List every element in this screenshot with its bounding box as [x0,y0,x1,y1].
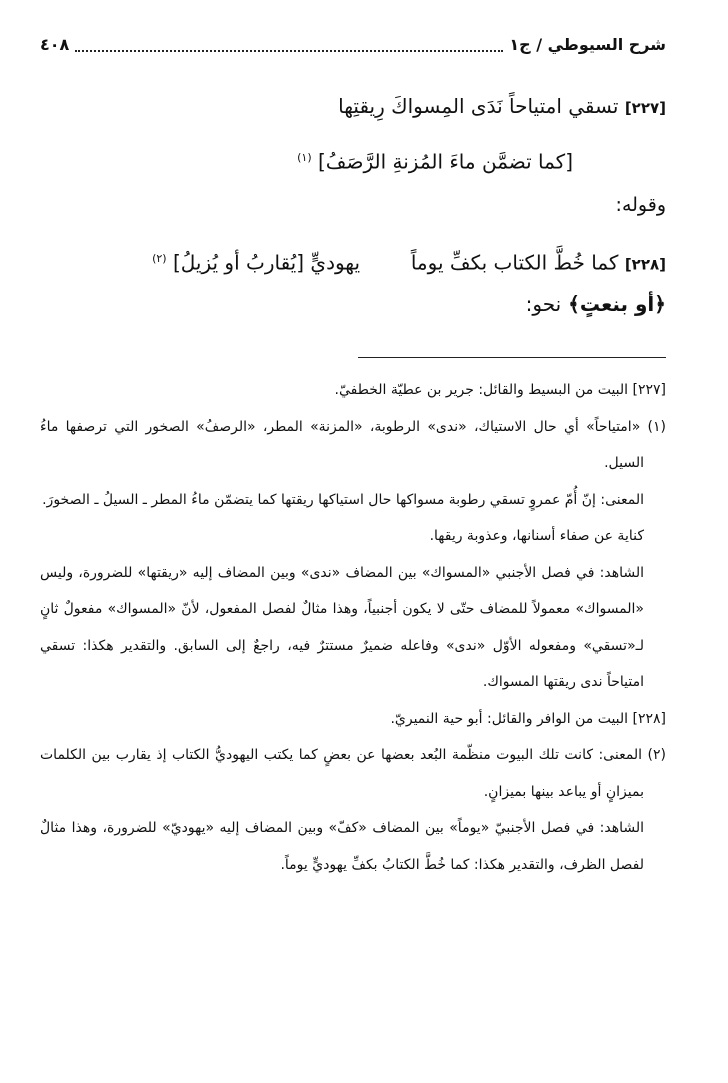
footnote-ref: (٢) [152,252,167,265]
verse-227-source: [٢٢٧] البيت من البسيط والقائل: جرير بن عطيّة الخطفيّ. [334,382,666,398]
page-number: ٤٠٨ [40,34,70,54]
footnote-1-meaning: المعنى: إنّ أُمّ عمروٍ تسقي رطوبة مسواكها حال استياكها ريقتها كما يتضمّن ماءُ المطر ـ السيلُ ـ الصخورَ. [42,491,644,508]
verse-hemistich: تسقي امتياحاً نَدَى المِسواكَ رِيقتِها [338,94,619,118]
footnote-1-vocabulary: (١) «امتياحاً» أي حال الاستياك، «ندى» الرطوبة، «المزنة» المطر، «الرصفُ» الصخور التي ترصفها ماءُ السيل. [40,418,666,471]
or-adjective-rest: نحو: [525,292,562,316]
page-header [40,28,666,60]
verse-number: [٢٢٧] [624,99,666,117]
verse-228-line [40,243,666,281]
or-adjective-line [526,292,666,316]
footnote-1-kinaya: كناية عن صفاء أسنانها، وعذوبة ريقها. [429,528,644,544]
wa-qawluhu: وقوله: [615,194,666,216]
verse-hemistich: يهوديٍّ [يُقاربُ أو يُزيلُ] [172,250,361,275]
footnote-2-meaning: (٢) المعنى: كانت تلك البيوت منظّمة البُعد بعضها عن بعضٍ كما يكتب اليهوديُّ الكتاب إذ يقارب بين الكلمات بميزانٍ أو يباعد بينها بميزانٍ. [40,747,666,800]
verse-228-source: [٢٢٨] البيت من الوافر والقائل: أبو حية النميريّ. [390,710,666,727]
footnotes [40,372,666,883]
running-title: شرح السيوطي / ج١ [509,34,666,54]
verse-hemistich: كما خُطَّ الكتاب بكفِّ يوماً [410,250,619,275]
footnote-separator [358,357,666,358]
verse-227-second-line [40,142,573,178]
verse-227-first-line [40,90,666,124]
or-adjective-heading: ﴿أو بنعتٍ﴾ [568,292,666,316]
footnote-1-shahid: الشاهد: في فصل الأجنبي «المسواك» بين المضاف «ندى» وبين المضاف إليه «ريقتها» للضرورة، وليس «المسواك» معمولاً للمضاف حتّى لا يكون أجنبياً، وهذا مثالٌ لفصل المفعول، لأنّ «المسواك» مفعولٌ ثانٍ لـ«تسقي» ومفعوله الأوّل «ندى» وفاعله ضميرٌ مستترٌ فيه، راجعٌ إلى السابق. والتقدير هكذا: تسقي امتياحاً ندى ريقتها المسواك. [40,564,644,690]
footnote-ref: (١) [297,151,312,164]
footnote-2-shahid: الشاهد: في فصل الأجنبيّ «يوماً» بين المضاف «كفّ» وبين المضاف إليه «يهوديّ» للضرورة، وهذا مثالٌ لفصل الظرف، والتقدير هكذا: كما خُطَّ الكتابُ بكفِّ يهوديٍّ يوماً. [40,820,644,873]
verse-hemistich: [كما تضمَّن ماءَ المُزنةِ الرَّصَفُ] [317,149,573,174]
verse-number: [٢٢٨] [624,255,666,274]
header-dotted-leader [75,36,503,52]
